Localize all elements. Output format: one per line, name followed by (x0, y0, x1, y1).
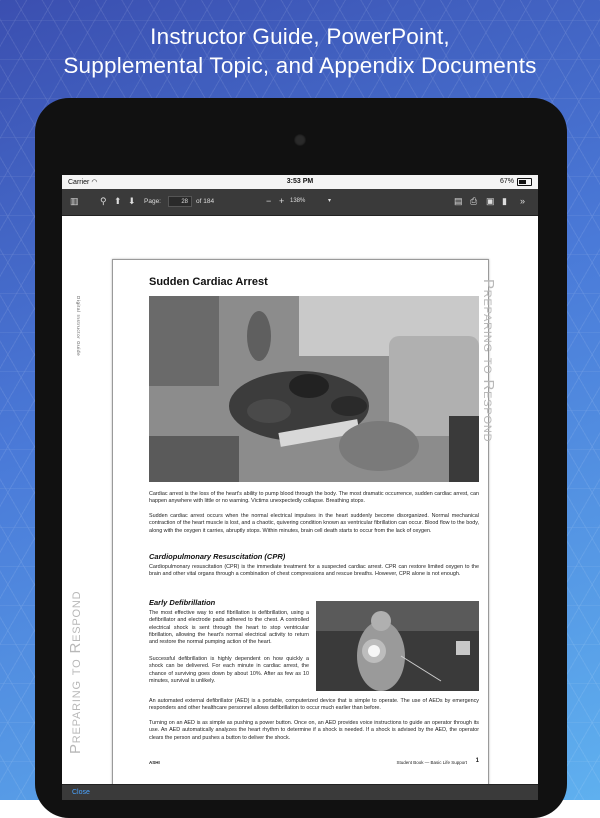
prev-page-icon[interactable]: ⬆ (114, 196, 122, 206)
status-bar (62, 175, 538, 189)
headline-line-2: Supplemental Topic, and Appendix Documents (63, 53, 537, 78)
sidebar-toggle-icon[interactable]: ▥ (70, 196, 79, 206)
intro-paragraph-1: Cardiac arrest is the loss of the heart's ability to pump blood through the body. The most dramatic occurrence, sudden cardiac arrest, can happen anywhere with little or no warning. Victims unexpectedly collapse. Breathing stops. (149, 491, 479, 505)
zoom-in-button[interactable]: + (279, 196, 285, 206)
defib-paragraph-2: Successful defibrillation is highly dependent on how quickly a shock can be delivered. For each minute in cardiac arrest, the chance of surviving goes down by about 10%. After as few as 10 minutes, survival is unlikely. (149, 656, 309, 684)
cardiac-arrest-photo (149, 296, 479, 482)
cpr-heading: Cardiopulmonary Resuscitation (CPR) (149, 552, 286, 561)
wifi-icon: ◠ (91, 179, 98, 186)
defib-paragraph-1: The most effective way to end fibrillation is defibrillation, using a defibrillator and electrode pads adhered to the chest. A controlled electrical shock is sent through the heart to stop ventricular fibrillation, allowing the heart's normal electrical activity to return and restore the normal pumping action of the heart. (149, 610, 309, 646)
camera-icon (294, 134, 306, 146)
footer-book-title: Student Book — Basic Life Support (396, 760, 467, 765)
pdf-toolbar (62, 189, 538, 216)
page-number-input[interactable]: 28 (168, 196, 192, 207)
document-viewport[interactable] (62, 216, 538, 784)
next-page-icon[interactable]: ⬇ (128, 196, 136, 206)
aed-paragraph-1: An automated external defibrillator (AED) is a portable, computerized device that is simple to operate. The use of AEDs by emergency responders and other healthcare personnel allows defibrillation to occur much earlier than before. (149, 698, 479, 712)
chevron-down-icon: ▾ (328, 198, 332, 204)
bookmark-icon[interactable]: ▮ (502, 196, 507, 206)
page-label: Page: (144, 198, 161, 205)
headline-line-1: Instructor Guide, PowerPoint, (150, 24, 450, 49)
page-total: of 184 (196, 198, 215, 205)
defibrillation-photo (316, 601, 479, 691)
bottom-bar (62, 784, 538, 800)
aed-paragraph-2: Turning on an AED is as simple as pushing a power button. Once on, an AED provides voice instructions to guide an operator through its use. An AED automatically analyzes the heart rhythm to determine if a shock is needed. If a shock is advised by the AED, the operator clears the person and pushes a button to deliver the shock. (149, 720, 479, 741)
battery-icon (517, 178, 532, 186)
more-tools-icon[interactable]: » (520, 196, 526, 206)
section-tab-right: Preparing to Respond (480, 279, 497, 443)
battery-percent: 67% (499, 178, 514, 185)
section-tab-left: Preparing to Respond (67, 590, 84, 754)
defib-heading: Early Defibrillation (149, 598, 216, 607)
zoom-select[interactable] (290, 196, 336, 207)
side-header: Digital Instructor Guide (76, 296, 81, 357)
search-icon[interactable]: ⚲ (100, 196, 107, 206)
carrier-label: Carrier ◠ (68, 179, 98, 186)
zoom-out-button[interactable]: − (266, 196, 272, 206)
marketing-headline (0, 22, 600, 80)
save-icon[interactable]: ▣ (486, 196, 495, 206)
tablet-screen (62, 175, 538, 800)
page-title: Sudden Cardiac Arrest (149, 276, 268, 288)
cpr-paragraph: Cardiopulmonary resuscitation (CPR) is the immediate treatment for a suspected cardiac arrest. CPR can restore limited oxygen to the brain and other vital organs through a combination of chest compressions and rescue breaths. However, CPR alone is not enough. (149, 564, 479, 578)
intro-paragraph-2: Sudden cardiac arrest occurs when the normal electrical impulses in the heart suddenly become disorganized. Normal mechanical contraction of the heart muscle is lost, and a chaotic, quivering condition known as ventricular fibrillation can occur. Blood flow to the body, along with the oxygen it carries, abruptly stops. Within minutes, brain cell death starts to occur from the lack of oxygen. (149, 513, 479, 534)
close-button[interactable]: Close (72, 789, 90, 796)
footer-page-number: 1 (475, 758, 479, 764)
open-file-icon[interactable]: ▤ (454, 196, 463, 206)
zoom-value: 138% (290, 198, 306, 204)
footer-brand: ASHI (149, 760, 160, 765)
clock: 3:53 PM (286, 178, 314, 185)
print-icon[interactable]: ⎙ (470, 196, 478, 206)
